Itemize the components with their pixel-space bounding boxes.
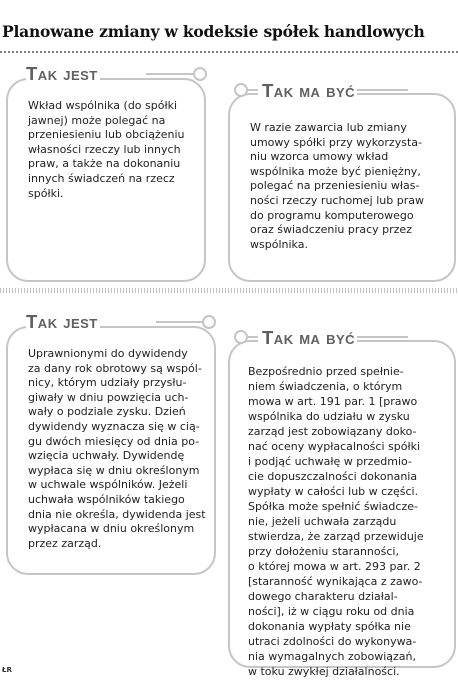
heading-connector	[146, 73, 196, 75]
section-separator	[0, 288, 458, 293]
card-heading	[258, 79, 357, 103]
card-heading	[26, 62, 100, 86]
heading-knob-icon	[193, 67, 207, 81]
card-current-dywidenda	[6, 310, 216, 575]
card-planned-dywidenda	[228, 326, 456, 678]
card-text: W razie zawarcia lub zmiany umowy spółki przy wykorzysta- niu wzorca umowy wkład wspólnika może być pieniężny, polegać na przeniesieniu włas- ności rzeczy ruchomej lub praw do programu komputerowego oraz świadczeniu pracy przez wspólnika.	[250, 121, 424, 251]
card-heading-text: Tak ma być	[262, 327, 356, 348]
card-text: Wkład wspólnika (do spółki jawnej) może polegać na przeniesieniu lub obciążeniu własności rzeczy lub innych praw, a także na dokonaniu innych świadczeń na rzecz spółki.	[28, 99, 185, 200]
title-divider	[0, 51, 458, 53]
card-planned-wklad	[228, 79, 456, 282]
page-title: Planowane zmiany w kodeksie spółek handlowych	[2, 22, 425, 41]
card-heading	[26, 310, 100, 334]
card-text: Bezpośrednio przed spełnie- niem świadczenia, o którym mowa w art. 191 par. 1 [prawo wspólnika do udziału w zysku zarząd jest zobowiązany doko- nać oceny wypłacalności spółki i podjąć uchwałę w przedmio- cie dopuszczalności dokonania wypłaty w całości lub w części. Spółka może spełnić świadcze- nie, jeżeli uchwała zarządu stwierdza, że zarząd przewiduje przy dołożeniu staranności, o której mowa w art. 293 par. 2 [staranność wynikająca z zawo- dowego charakteru działal- ności], iż w ciągu roku od dnia dokonania wypłaty spółka nie utraci zdolności do wykonywa- nia wymagalnych zobowiązań, w toku zwykłej działalności.	[248, 365, 424, 678]
source-mark: ŁR	[2, 666, 12, 674]
heading-knob-icon	[234, 330, 248, 344]
heading-knob-icon	[234, 83, 248, 97]
card-text: Uprawnionymi do dywidendy za dany rok obrotowy są wspól- nicy, którym udziały przysłu- giwały w dniu powzięcia uch- wały o podziale zysku. Dzień dywidendy wyznacza się w cią- gu dwóch miesięcy od dnia po- wzięcia uchwały. Dywidendę wypłaca się w dniu określonym w uchwale wspólników. Jeżeli uchwała wspólników takiego dnia nie określa, dywidenda jest wypłacana w dniu określonym przez zarząd.	[28, 347, 206, 550]
card-heading	[258, 326, 357, 350]
card-heading-text: Tak jest	[26, 63, 98, 84]
heading-connector	[156, 321, 204, 323]
card-current-wklad	[6, 62, 206, 282]
card-heading-text: Tak jest	[26, 311, 98, 332]
card-heading-text: Tak ma być	[262, 80, 356, 101]
heading-knob-icon	[202, 315, 216, 329]
